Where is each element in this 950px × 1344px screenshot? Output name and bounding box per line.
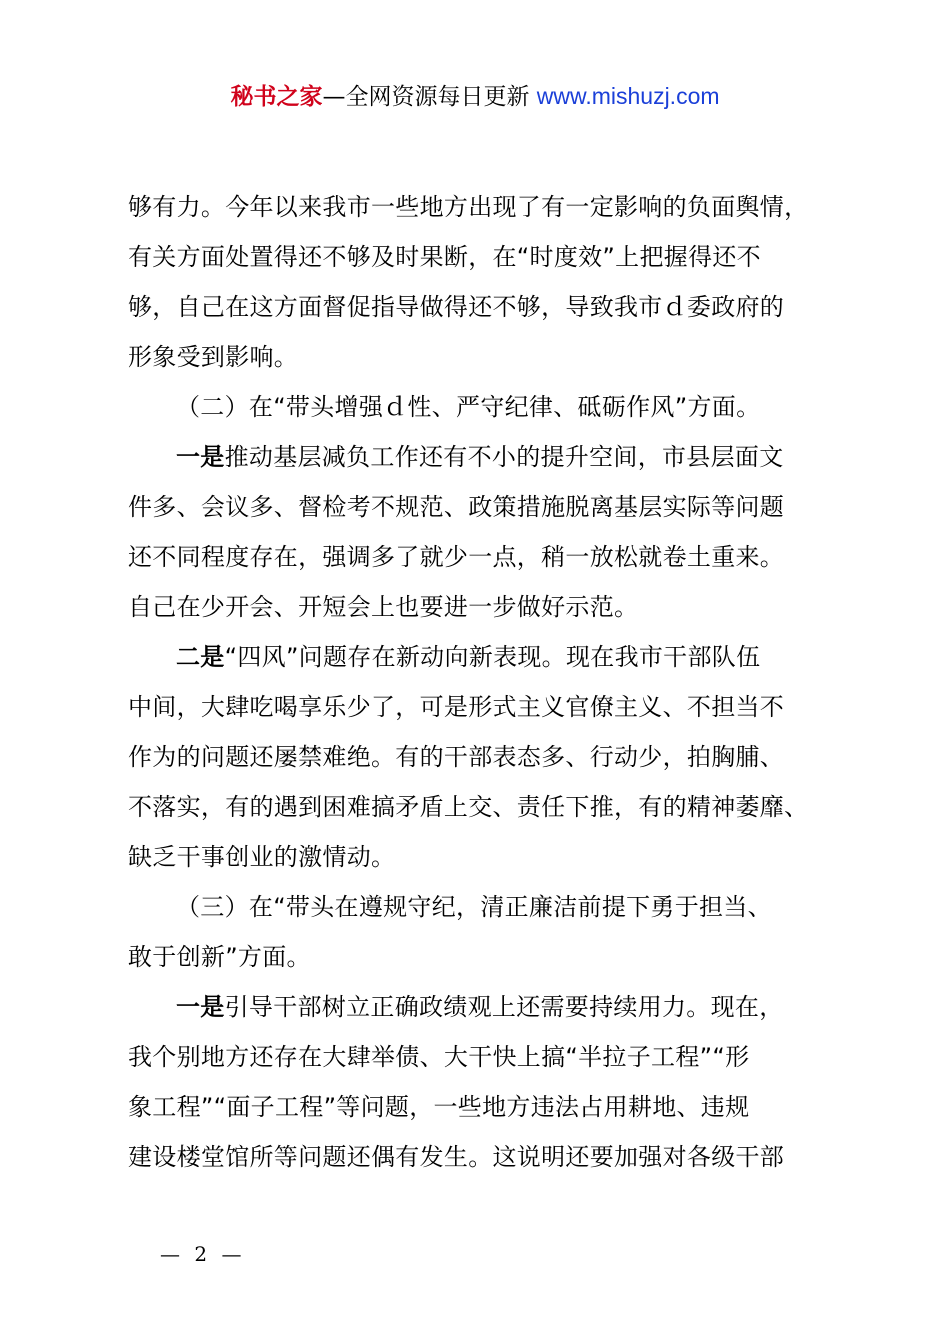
text-line: 二是“四风”问题存在新动向新表现。现在我市干部队伍 xyxy=(176,643,761,671)
section-heading-3: （三）在“带头在遵规守纪，清正廉洁前提下勇于担当、 xyxy=(176,893,772,921)
header-slogan: 全网资源每日更新 xyxy=(345,84,530,110)
text-line: 中间，大肆吃喝享乐少了，可是形式主义官僚主义、不担当不 xyxy=(128,693,785,721)
text-line: 缺乏干事创业的激情动。 xyxy=(128,843,396,871)
header-separator: — xyxy=(322,84,346,110)
point-lead: 二是 xyxy=(176,643,225,671)
text-line: 还不同程度存在，强调多了就少一点，稍一放松就卷土重来。 xyxy=(128,543,785,571)
site-url-link[interactable]: www.mishuzj.com xyxy=(536,83,720,109)
text-line: 作为的问题还屡禁难绝。有的干部表态多、行动少，拍胸脯、 xyxy=(128,743,785,771)
text-line: 一是引导干部树立正确政绩观上还需要持续用力。现在， xyxy=(176,993,784,1021)
text-line: 建设楼堂馆所等问题还偶有发生。这说明还要加强对各级干部 xyxy=(128,1143,785,1171)
text-line: 我个别地方还存在大肆举债、大干快上搞“半拉子工程”“形 xyxy=(128,1043,750,1071)
text-line: 件多、会议多、督检考不规范、政策措施脱离基层实际等问题 xyxy=(128,493,785,521)
text-line: 象工程”“面子工程”等问题，一些地方违法占用耕地、违规 xyxy=(128,1093,750,1121)
text-line: 一是推动基层减负工作还有不小的提升空间，市县层面文 xyxy=(176,443,784,471)
document-body xyxy=(128,182,840,1182)
text-line: 形象受到影响。 xyxy=(128,343,299,371)
text-line: 够，自己在这方面督促指导做得还不够，导致我市ｄ委政府的 xyxy=(128,293,785,321)
text-line: 够有力。今年以来我市一些地方出现了有一定影响的负面舆情， xyxy=(128,193,809,221)
text-line: 不落实，有的遇到困难搞矛盾上交、责任下推，有的精神萎靡、 xyxy=(128,793,809,821)
site-brand: 秘书之家 xyxy=(230,84,323,110)
text-line: 自己在少开会、开短会上也要进一步做好示范。 xyxy=(128,593,639,621)
point-lead: 一是 xyxy=(176,443,225,471)
section-heading-2: （二）在“带头增强ｄ性、严守纪律、砥砺作风”方面。 xyxy=(176,393,761,421)
point-lead: 一是 xyxy=(176,993,225,1021)
page-number: — 2 — xyxy=(160,1242,246,1266)
site-header xyxy=(0,80,950,113)
text-line: 敢于创新”方面。 xyxy=(128,943,311,971)
text-line: 有关方面处置得还不够及时果断，在“时度效”上把握得还不 xyxy=(128,243,761,271)
